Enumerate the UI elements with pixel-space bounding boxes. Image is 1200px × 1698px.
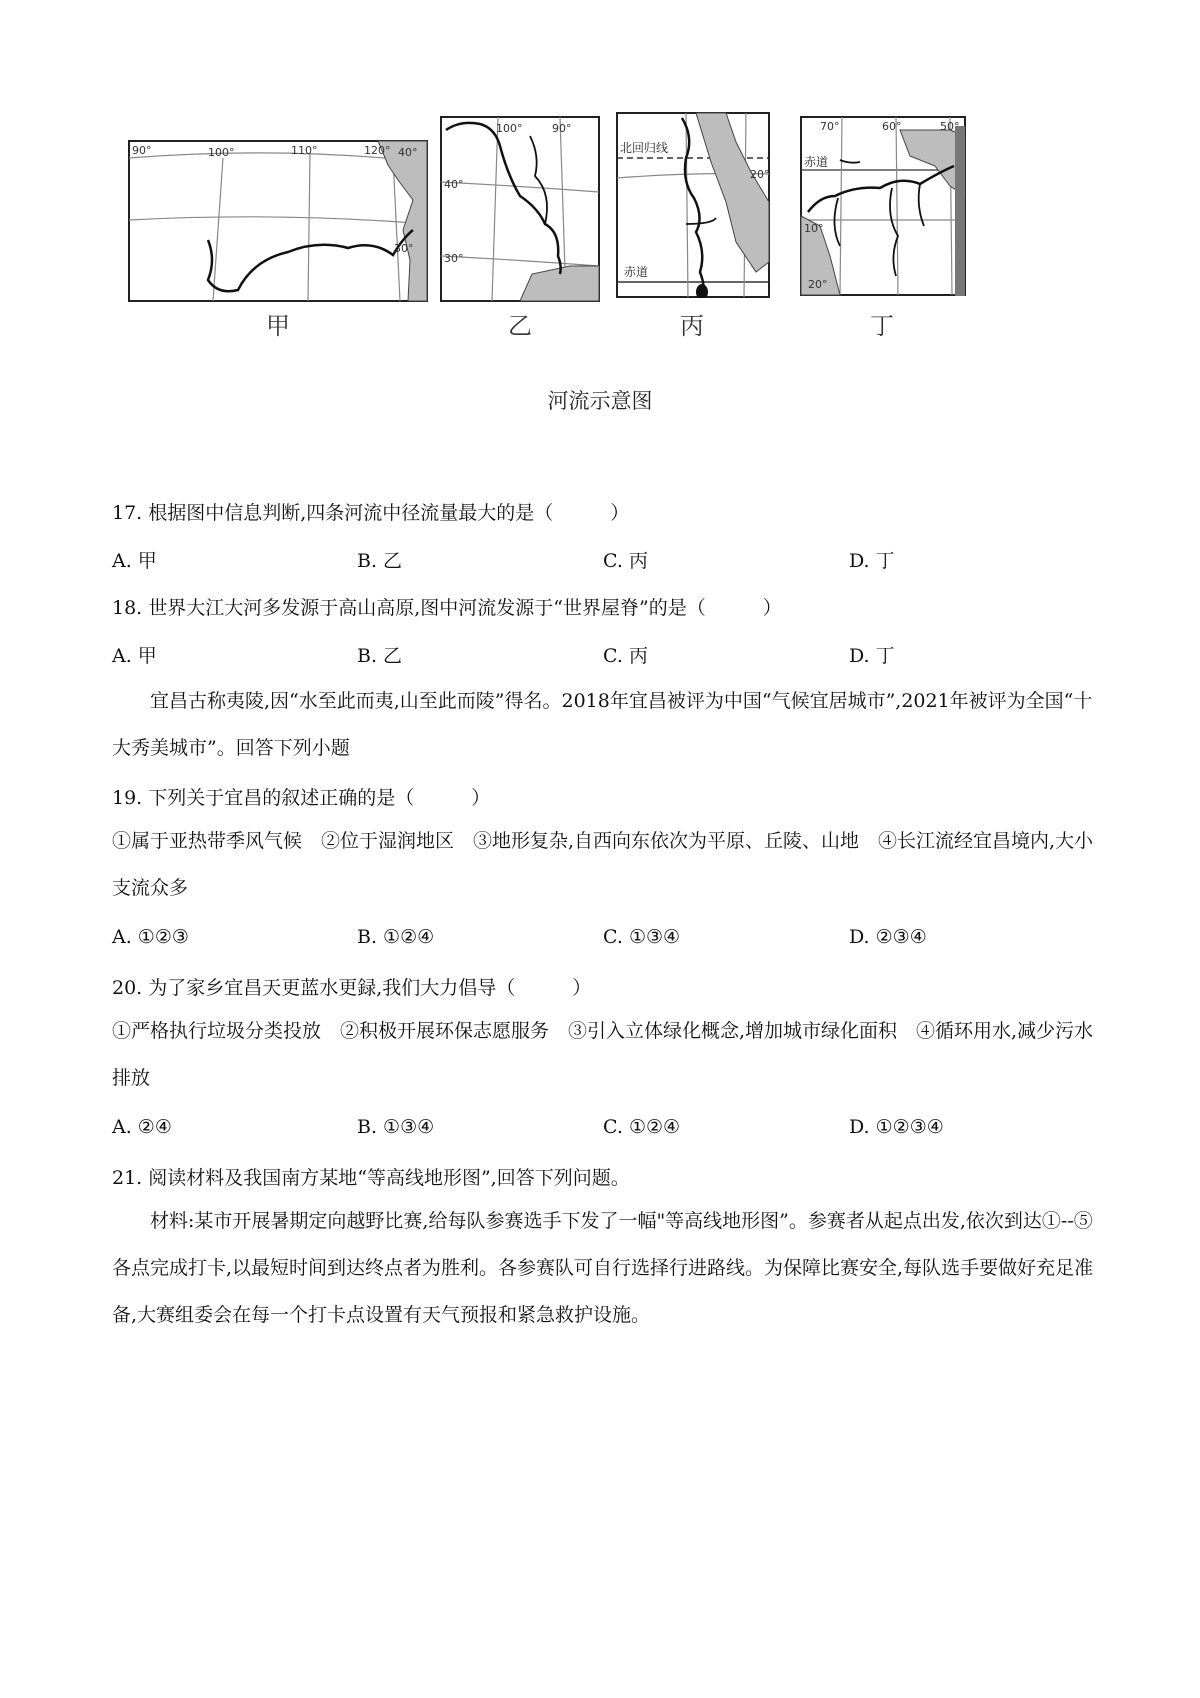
question-21-stem: 21. 阅读材料及我国南方某地“等高线地形图”,回答下列问题。 xyxy=(112,1167,630,1189)
question-20-stem: 20. 为了家乡宜昌天更蓝水更録,我们大力倡导（ ） xyxy=(112,977,592,999)
map-yi xyxy=(440,116,600,340)
map-jia-tick-4: 120° xyxy=(364,144,391,157)
map-yi-tick-2: 90° xyxy=(552,122,572,135)
question-17-option-b: B. 乙 xyxy=(357,550,403,572)
map-ding-tick-5: 10° xyxy=(804,222,824,235)
question-17-option-a: A. 甲 xyxy=(112,550,157,572)
question-18-option-c: C. 丙 xyxy=(603,645,648,667)
map-jia xyxy=(128,140,428,340)
map-bing-label: 丙 xyxy=(680,312,704,340)
map-bing-drawing xyxy=(616,112,770,298)
map-bing-tick-3: 赤道 xyxy=(624,265,649,279)
map-bing-tick-2: 20° xyxy=(750,168,770,181)
river-maps-figure xyxy=(0,108,1200,368)
question-20-statements: ①严格执行垃圾分类投放 ②积极开展环保志愿服务 ③引入立体绿化概念,增加城市绿化面积 ④循环用水,减少污水排放 xyxy=(112,1020,1094,1089)
map-jia-tick-1: 90° xyxy=(132,144,152,157)
map-yi-drawing xyxy=(440,116,600,302)
map-ding-label: 丁 xyxy=(870,312,894,340)
question-20-option-d: D. ①②③④ xyxy=(849,1116,944,1138)
question-21-material: 材料:某市开展暑期定向越野比赛,给每队参赛选手下发了一幅"等高线地形图”。参赛者从起点出发,依次到达①--⑤各点完成打卡,以最短时间到达终点者为胜利。各参赛队可自行选择行进路线。为保障比赛安全,每队选手要做好充足准备,大赛组委会在每一个打卡点设置有天气预报和紧急救护设施。 xyxy=(112,1210,1094,1326)
map-jia-drawing xyxy=(128,140,428,302)
question-20-option-b: B. ①③④ xyxy=(357,1116,435,1138)
map-jia-label: 甲 xyxy=(266,312,290,340)
question-19-option-a: A. ①②③ xyxy=(112,926,189,948)
map-ding-tick-3: 50° xyxy=(940,120,960,133)
map-jia-tick-3: 110° xyxy=(291,144,318,157)
question-19-option-d: D. ②③④ xyxy=(849,926,927,948)
question-18-option-d: D. 丁 xyxy=(849,645,895,667)
question-18-stem: 18. 世界大江大河多发源于高山高原,图中河流发源于“世界屋脊”的是（ ） xyxy=(112,597,782,619)
material-yichang: 宜昌古称夷陵,因“水至此而夷,山至此而陵”得名。2018年宜昌被评为中国“气候宜居城市”,2021年被评为全国“十大秀美城市”。回答下列小题 xyxy=(112,690,1093,759)
map-yi-label: 乙 xyxy=(508,312,532,340)
question-19-option-b: B. ①②④ xyxy=(357,926,435,948)
map-jia-tick-6: 30° xyxy=(394,242,414,255)
map-bing xyxy=(616,112,770,340)
map-yi-tick-3: 40° xyxy=(444,178,464,191)
map-ding-tick-4: 赤道 xyxy=(804,155,829,169)
map-ding xyxy=(800,116,966,340)
map-bing-tick-1: 北回归线 xyxy=(620,141,669,155)
map-yi-tick-1: 100° xyxy=(496,122,523,135)
map-yi-tick-4: 30° xyxy=(444,252,464,265)
map-jia-tick-2: 100° xyxy=(208,146,235,159)
map-jia-tick-5: 40° xyxy=(398,146,418,159)
map-ding-tick-6: 20° xyxy=(808,278,828,291)
question-17-option-c: C. 丙 xyxy=(603,550,648,572)
map-ding-tick-2: 60° xyxy=(882,120,902,133)
question-17-stem: 17. 根据图中信息判断,四条河流中径流量最大的是（ ） xyxy=(112,502,630,524)
question-19-stem: 19. 下列关于宜昌的叙述正确的是（ ） xyxy=(112,787,491,809)
map-ding-drawing xyxy=(800,116,966,296)
figure-caption: 河流示意图 xyxy=(547,389,653,413)
map-ding-tick-1: 70° xyxy=(820,120,840,133)
question-20-option-c: C. ①②④ xyxy=(603,1116,681,1138)
question-18-option-b: B. 乙 xyxy=(357,645,403,667)
question-19-option-c: C. ①③④ xyxy=(603,926,681,948)
question-20-option-a: A. ②④ xyxy=(112,1116,172,1138)
question-18-option-a: A. 甲 xyxy=(112,645,157,667)
question-19-statements: ①属于亚热带季风气候 ②位于湿润地区 ③地形复杂,自西向东依次为平原、丘陵、山地 ④长江流经宜昌境内,大小支流众多 xyxy=(112,830,1094,899)
question-17-option-d: D. 丁 xyxy=(849,550,895,572)
